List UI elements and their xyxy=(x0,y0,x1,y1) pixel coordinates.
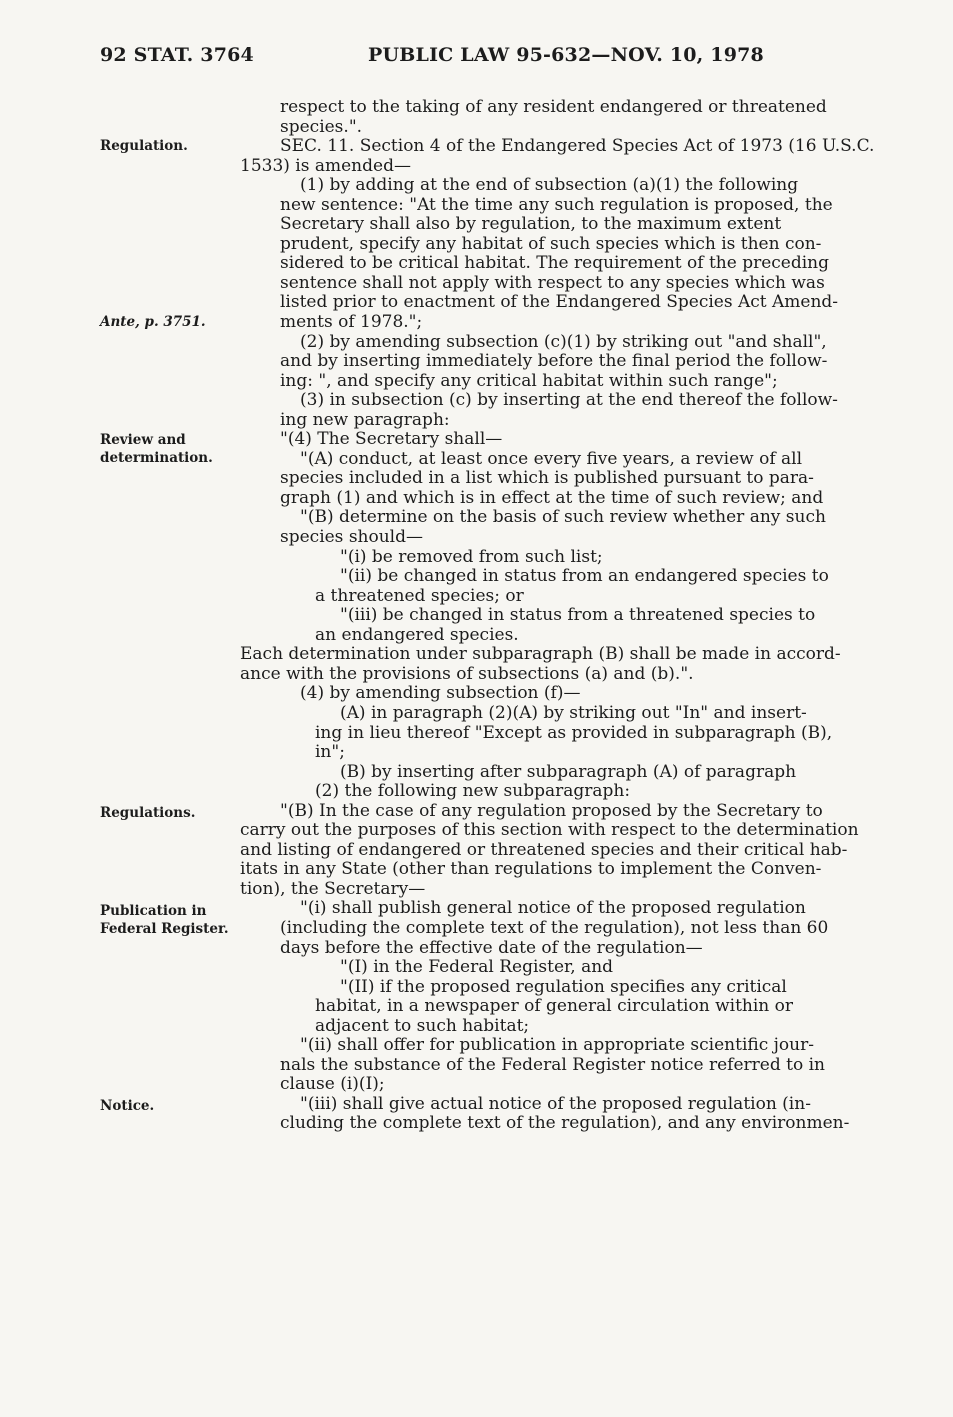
text-line: sidered to be critical habitat. The requirement of the preceding xyxy=(280,253,829,274)
text-line: prudent, specify any habitat of such species which is then con- xyxy=(280,233,822,254)
text-line: and by inserting immediately before the final period the follow- xyxy=(280,351,828,372)
text-line: an endangered species. xyxy=(315,624,519,645)
text-line: "(II) if the proposed regulation specifies any critical xyxy=(340,976,787,997)
text-line: ance with the provisions of subsections (a) and (b).". xyxy=(240,663,694,684)
text-line: (2) the following new subparagraph: xyxy=(315,781,631,802)
margin-note-regulations: Regulations. xyxy=(100,805,196,821)
text-line: clause (i)(I); xyxy=(280,1074,385,1095)
statute-body xyxy=(240,97,875,1134)
text-line: in"; xyxy=(315,742,345,763)
text-line: graph (1) and which is in effect at the time of such review; and xyxy=(280,487,824,508)
text-line: (B) by inserting after subparagraph (A) of paragraph xyxy=(340,761,797,782)
margin-note-federal-register: Federal Register. xyxy=(100,921,229,937)
text-line: ing: ", and specify any critical habitat within such range"; xyxy=(280,370,778,391)
text-line: carry out the purposes of this section with respect to the determination xyxy=(240,820,859,841)
text-line: and listing of endangered or threatened species and their critical hab- xyxy=(240,839,848,860)
text-line: (1) by adding at the end of subsection (a)(1) the following xyxy=(300,175,799,196)
text-line: sentence shall not apply with respect to any species which was xyxy=(280,272,825,293)
public-law-title: PUBLIC LAW 95-632—NOV. 10, 1978 xyxy=(368,44,764,66)
text-line: ing in lieu thereof "Except as provided in subparagraph (B), xyxy=(315,722,833,743)
margin-note-determination: determination. xyxy=(100,450,213,466)
margin-note-review: Review and xyxy=(100,432,186,448)
text-line: adjacent to such habitat; xyxy=(315,1015,530,1036)
text-line: ing new paragraph: xyxy=(280,409,450,430)
text-line: itats in any State (other than regulations to implement the Conven- xyxy=(240,859,822,880)
text-line: 1533) is amended— xyxy=(240,155,411,176)
text-line: "(I) in the Federal Register, and xyxy=(340,957,614,978)
text-line: "(ii) shall offer for publication in appropriate scientific jour- xyxy=(300,1035,814,1056)
text-line: cluding the complete text of the regulation), and any environmen- xyxy=(280,1113,850,1134)
text-line: (including the complete text of the regulation), not less than 60 xyxy=(280,917,829,938)
text-line: "(i) be removed from such list; xyxy=(340,546,603,567)
page-header xyxy=(100,44,860,74)
text-line: new sentence: "At the time any such regulation is proposed, the xyxy=(280,194,833,215)
text-line: "(iii) be changed in status from a threatened species to xyxy=(340,605,816,626)
text-line: (A) in paragraph (2)(A) by striking out "In" and insert- xyxy=(340,702,807,723)
text-line: listed prior to enactment of the Endangered Species Act Amend- xyxy=(280,292,839,313)
statute-page-reference: 92 STAT. 3764 xyxy=(100,44,254,66)
text-line: "(4) The Secretary shall— xyxy=(280,429,503,450)
text-line: "(i) shall publish general notice of the proposed regulation xyxy=(300,898,806,919)
margin-note-notice: Notice. xyxy=(100,1098,155,1114)
text-line: species.". xyxy=(280,116,363,137)
text-line: species included in a list which is published pursuant to para- xyxy=(280,468,814,489)
margin-note-ante-reference: Ante, p. 3751. xyxy=(100,314,206,330)
text-line: "(B) determine on the basis of such review whether any such xyxy=(300,507,826,528)
text-line: Each determination under subparagraph (B) shall be made in accord- xyxy=(240,644,841,665)
text-line: ments of 1978."; xyxy=(280,312,423,333)
text-line: "(iii) shall give actual notice of the proposed regulation (in- xyxy=(300,1093,811,1114)
margin-note-publication: Publication in xyxy=(100,903,207,919)
margin-note-regulation: Regulation. xyxy=(100,138,188,154)
text-line: (3) in subsection (c) by inserting at the end thereof the follow- xyxy=(300,390,838,411)
text-line: a threatened species; or xyxy=(315,585,524,606)
text-line: (2) by amending subsection (c)(1) by striking out "and shall", xyxy=(300,331,827,352)
text-line: SEC. 11. Section 4 of the Endangered Species Act of 1973 (16 U.S.C. xyxy=(280,136,875,157)
text-line: species should— xyxy=(280,527,423,548)
text-line: (4) by amending subsection (f)— xyxy=(300,683,581,704)
text-line: days before the effective date of the regulation— xyxy=(280,937,703,958)
text-line: nals the substance of the Federal Register notice referred to in xyxy=(280,1054,825,1075)
text-line: "(A) conduct, at least once every five years, a review of all xyxy=(300,448,803,469)
text-line: "(B) In the case of any regulation proposed by the Secretary to xyxy=(280,800,823,821)
text-line: habitat, in a newspaper of general circulation within or xyxy=(315,996,794,1017)
text-line: respect to the taking of any resident endangered or threatened xyxy=(280,97,827,117)
text-line: "(ii) be changed in status from an endangered species to xyxy=(340,566,829,587)
text-line: Secretary shall also by regulation, to the maximum extent xyxy=(280,214,782,235)
text-line: tion), the Secretary— xyxy=(240,878,426,899)
